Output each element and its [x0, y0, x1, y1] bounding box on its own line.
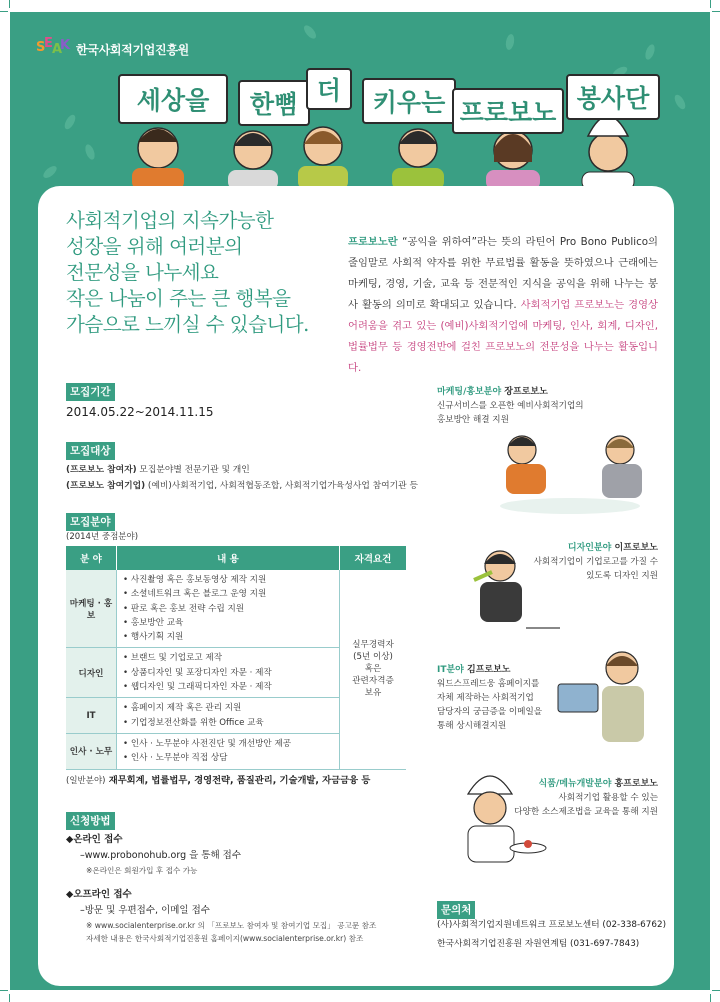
crop-mark-tl-h [0, 11, 8, 12]
col-header-field: 분 야 [66, 546, 117, 570]
crop-mark-tr-v [710, 0, 711, 8]
focus-fields-note: (2014년 중점분야) [66, 532, 139, 542]
col-header-content: 내 용 [117, 546, 340, 570]
banner-sign-6: 봉사단 [566, 74, 660, 120]
org-name: 한국사회적기업진흥원 [76, 42, 189, 57]
content-cell: • 인사 · 노무분야 사전진단 및 개선방안 제공 • 인사 · 노무분야 직접 상담 [117, 733, 340, 769]
crop-mark-br-h [712, 990, 720, 991]
probono-intro: 프로보노란 “공익을 위하여”라는 뜻의 라틴어 Pro Bono Publico의 줄임말로 사회적 약자를 위한 무료법률 활동을 뜻하였으나 근래에는 마케팅, 경영, 기술, 교육 등 전문적인 지식을 공익을 위해 나누는 봉사 활동의 의미로 확대되고 있습니다. 사회적기업 프로보노는 경영상 어려움을 겪고 있는 (예비)사회적기업에 마케팅, 인사, 회계, 디자인, 법률법무 등 경영전반에 걸친 프로보노의 전문성을 나누는 활동입니다. [348, 236, 658, 374]
content-cell: • 사진촬영 혹은 홍보동영상 제작 지원 • 소셜네트워크 혹은 블로그 운영 지원 • 판로 혹은 홍보 전략 수립 지원 • 홍보방안 교육 • 행사기획 지원 [117, 570, 340, 648]
banner-sign-4: 키우는 [362, 78, 456, 124]
profile-marketing: 마케팅/홍보분야 장프로보노 신규서비스를 오픈한 예비사회적기업의 홍보방안 해결 지원 [437, 387, 584, 425]
banner-sign-3: 더 [306, 68, 352, 110]
field-cell: IT [66, 698, 117, 734]
content-cell: • 홈페이지 제작 혹은 관리 지원 • 기업정보전산화를 위한 Office 교육 [117, 698, 340, 734]
recruit-fields-label: 모집분야 [66, 513, 115, 531]
crop-mark-tl-v [9, 0, 10, 8]
banner-sign-5: 프로보노 [452, 88, 564, 134]
field-cell: 인사 · 노무 [66, 733, 117, 769]
main-headline: 사회적기업의 지속가능한 성장을 위해 여러분의 전문성을 나누세요 작은 나눔이 주는 큰 행복을 가슴으로 느끼실 수 있습니다. [66, 209, 309, 336]
banner-sign-2: 한뼘 [238, 80, 310, 126]
table-row [66, 570, 406, 648]
crop-mark-bl-h [0, 990, 8, 991]
field-cell: 디자인 [66, 648, 117, 698]
illustration-marketing [470, 428, 670, 518]
apply-method-label: 신청방법 [66, 812, 115, 830]
crop-mark-bl-v [9, 994, 10, 1002]
recruit-period-label: 모집기간 [66, 383, 115, 401]
recruit-fields-table [66, 546, 406, 770]
recruit-target-label: 모집대상 [66, 442, 115, 460]
contact-label: 문의처 [437, 901, 475, 919]
recruit-period-value: 2014.05.22~2014.11.15 [66, 405, 214, 419]
title-banner [118, 68, 678, 148]
crop-mark-br-v [710, 994, 711, 1002]
col-header-requirement: 자격요건 [340, 546, 407, 570]
general-fields: (일반분야) 재무회계, 법률법무, 경영전략, 품질관리, 기술개발, 자금금융 등 [66, 775, 371, 786]
requirement-cell: 실무경력자 (5년 이상) 혹은 관련자격증 보유 [340, 570, 407, 769]
field-cell: 마케팅 · 홍보 [66, 570, 117, 648]
contact-info: (사)사회적기업지원네트워크 프로보노센터 (02-338-6762) 한국사회적기업진흥원 자원연계팀 (031-697-7843) [437, 920, 667, 949]
banner-sign-1: 세상을 [118, 74, 228, 124]
apply-method: ◆온라인 접수 –www.probonohub.org 을 통해 접수 ※온라인은 회원가입 후 접수 가능 ◆오프라인 접수 –방문 및 우편접수, 이메일 접수 ※ www.socialenterprise.or.kr 의 「프로보노 참여자 및 참여기업 모집」 공고문 참조 자세한 내용은 한국사회적기업진흥원 홈페이지(www.socialenterprise.or.kr) 참조 [66, 832, 426, 945]
profile-it: IT분야 김프로보노 워드스프레드웅 홈페이지를 자체 제작하는 사회적기업 담당자의 궁금증을 이메일을 통해 상시해결지원 [437, 665, 543, 731]
content-cell: • 브랜드 및 기업로고 제작 • 상품디자인 및 포장디자인 자문 · 제작 • 웹디자인 및 그래픽디자인 자문 · 제작 [117, 648, 340, 698]
logo-mark-icon: S E A K [36, 36, 71, 57]
profile-food: 식품/메뉴개발분야 홍프로보노 사회적기업 활용할 수 있는 다양한 소스제조법을 교육을 통해 지원 [514, 779, 658, 817]
illustration-it [552, 640, 672, 750]
profile-design: 디자인분야 이프로보노 사회적기업이 기업로고를 가질 수 있도록 디자인 지원 [533, 543, 658, 581]
online-url[interactable]: –www.probonohub.org 을 통해 접수 [80, 850, 242, 861]
recruit-target-list: (프로보노 참여자) 모집분야별 전문기관 및 개인 (프로보노 참여기업) (예비)사회적기업, 사회적협동조합, 사회적기업가육성사업 참여기관 등 [66, 465, 418, 491]
crop-mark-tr-h [712, 11, 720, 12]
